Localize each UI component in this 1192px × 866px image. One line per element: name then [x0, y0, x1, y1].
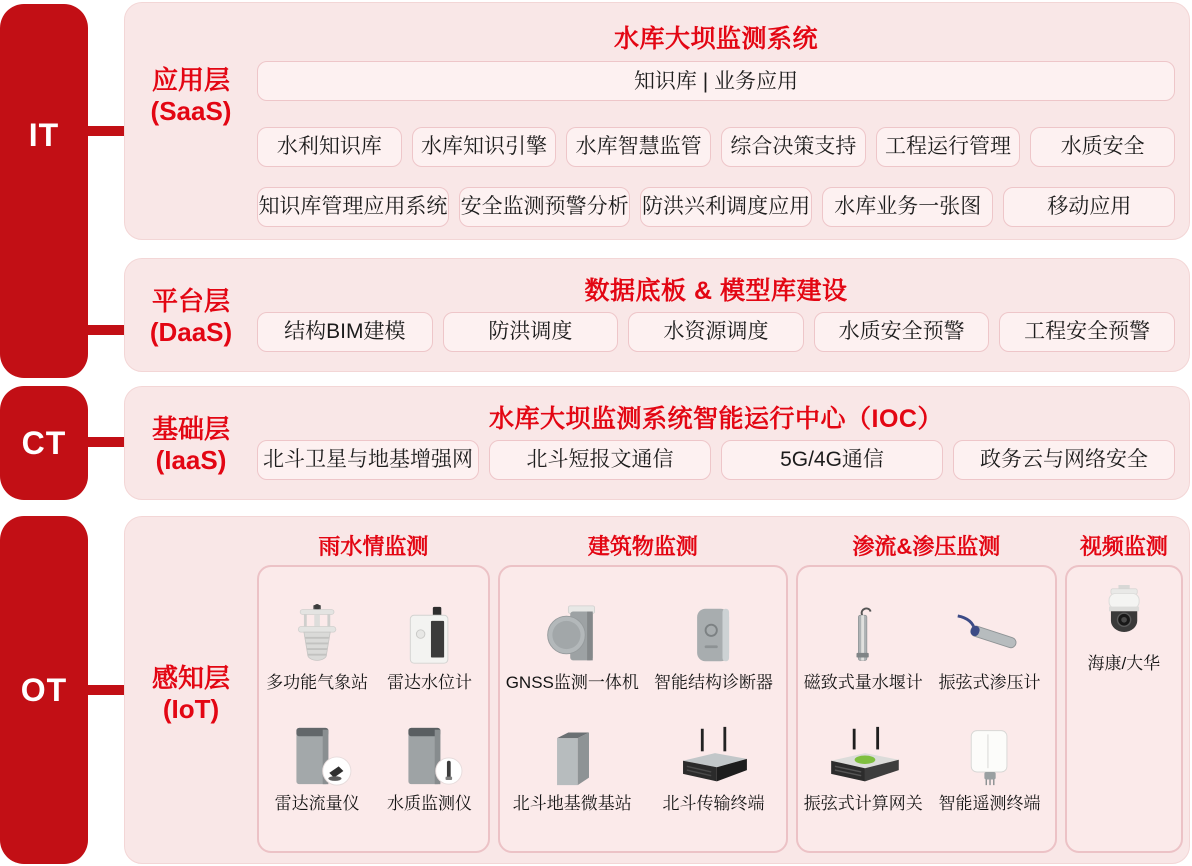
device-row	[502, 604, 784, 693]
layer-label-saas-line1: 应用层	[151, 65, 230, 95]
device-label: 雷达水位计	[387, 673, 473, 693]
device-cell	[800, 604, 926, 693]
weather-station-icon	[261, 604, 373, 666]
platform-chip-bim-modeling: 结构BIM建模	[257, 312, 433, 352]
beidou-terminal-icon	[643, 725, 784, 787]
platform-chip-project-safety-warning: 工程安全预警	[999, 312, 1175, 352]
radar-level-icon	[373, 604, 485, 666]
platform-chip-water-quality-warning: 水质安全预警	[814, 312, 990, 352]
application-row-1	[257, 127, 1175, 167]
device-cell	[502, 604, 643, 693]
device-row	[1069, 585, 1179, 674]
beidou-base-station-icon	[502, 725, 643, 787]
panel-platform-layer	[124, 258, 1190, 372]
layer-label-iaas	[125, 414, 257, 476]
platform-chip-water-resource-dispatch: 水资源调度	[628, 312, 804, 352]
device-cell	[643, 604, 784, 693]
layer-label-saas-line2: (SaaS)	[150, 96, 232, 126]
device-label: GNSS监测一体机	[505, 673, 639, 693]
connector-it-daas	[84, 325, 126, 335]
group-structure-panel	[498, 565, 788, 853]
device-label: 多功能气象站	[266, 673, 369, 693]
connector-ot-iot	[84, 685, 126, 695]
weir-gauge-icon	[800, 604, 926, 666]
device-row	[502, 725, 784, 814]
app-chip-decision-support: 综合决策支持	[721, 127, 866, 167]
device-cell	[1069, 585, 1179, 674]
group-rain-water-monitoring	[257, 529, 490, 853]
layer-label-daas	[125, 286, 257, 348]
device-cell	[800, 725, 926, 814]
infra-chip-beidou-augmentation-network: 北斗卫星与地基增强网	[257, 440, 479, 480]
device-label: 智能遥测终端	[938, 793, 1041, 813]
group-rain-water-panel	[257, 565, 490, 853]
rail-ot-label: OT	[20, 672, 68, 708]
gnss-monitor-icon	[502, 604, 643, 666]
app-chip-one-map: 水库业务一张图	[822, 187, 994, 227]
device-label: 振弦式渗压计	[938, 673, 1041, 693]
connector-ct-iaas	[84, 437, 126, 447]
device-label: 水质监测仪	[387, 793, 473, 813]
app-chip-kb-management-system: 知识库管理应用系统	[257, 187, 449, 227]
group-structure-monitoring	[498, 529, 788, 853]
water-quality-icon	[373, 725, 485, 787]
platform-panel-title: 数据底板 & 模型库建设	[584, 277, 848, 305]
structure-diagnosis-icon	[643, 604, 784, 666]
app-chip-smart-supervision: 水库智慧监管	[566, 127, 711, 167]
device-cell	[643, 725, 784, 814]
layer-label-saas	[125, 65, 257, 127]
device-cell	[926, 725, 1052, 814]
group-seepage-title: 渗流&渗压监测	[852, 534, 1001, 559]
panel-application-layer	[124, 2, 1190, 240]
device-row	[800, 725, 1053, 814]
group-seepage-panel	[796, 565, 1057, 853]
rail-ot-block	[0, 516, 88, 864]
computing-gateway-icon	[800, 725, 926, 787]
panel-infrastructure-layer	[124, 386, 1190, 500]
app-chip-flood-dispatch-app: 防洪兴利调度应用	[640, 187, 812, 227]
group-video-panel	[1065, 565, 1183, 853]
device-label: 雷达流量仪	[274, 793, 360, 813]
app-chip-project-operation: 工程运行管理	[876, 127, 1021, 167]
platform-row	[257, 312, 1175, 352]
device-label: 振弦式计算网关	[803, 793, 923, 813]
layer-label-iot-line1: 感知层	[151, 663, 230, 693]
infrastructure-panel-title: 水库大坝监测系统智能运行中心（IOC）	[489, 405, 943, 433]
app-chip-water-knowledge-base: 水利知识库	[257, 127, 402, 167]
layer-label-iot	[125, 663, 257, 725]
app-chip-knowledge-engine: 水库知识引擎	[412, 127, 557, 167]
app-chip-mobile-app: 移动应用	[1003, 187, 1175, 227]
sensing-groups	[257, 529, 1183, 853]
app-chip-safety-warning-analysis: 安全监测预警分析	[459, 187, 631, 227]
group-structure-title: 建筑物监测	[587, 534, 698, 559]
layer-label-iaas-line2: (IaaS)	[155, 445, 227, 475]
rail-it-block	[0, 4, 88, 378]
group-seepage-monitoring	[796, 529, 1057, 853]
device-cell	[926, 604, 1052, 693]
group-video-monitoring	[1065, 529, 1183, 853]
piezometer-icon	[926, 604, 1052, 666]
ptz-camera-icon	[1069, 585, 1179, 647]
infra-chip-beidou-short-message: 北斗短报文通信	[489, 440, 711, 480]
device-label: 海康/大华	[1087, 654, 1161, 673]
device-row	[800, 604, 1053, 693]
knowledge-business-banner: 知识库 | 业务应用	[257, 61, 1175, 101]
application-panel-title: 水库大坝监测系统	[613, 25, 818, 53]
group-rain-water-title: 雨水情监测	[318, 534, 429, 559]
infra-chip-5g-4g: 5G/4G通信	[721, 440, 943, 480]
layer-label-daas-line1: 平台层	[151, 286, 230, 316]
platform-chip-flood-dispatch: 防洪调度	[443, 312, 619, 352]
infra-chip-gov-cloud-security: 政务云与网络安全	[953, 440, 1175, 480]
layer-label-daas-line2: (DaaS)	[149, 317, 233, 347]
rail-ct-label: CT	[21, 425, 67, 461]
infrastructure-row	[257, 440, 1175, 480]
device-label: 北斗地基微基站	[512, 793, 632, 813]
device-cell	[502, 725, 643, 814]
device-label: 智能结构诊断器	[654, 673, 773, 693]
device-row	[261, 725, 486, 814]
device-label: 磁致式量水堰计	[803, 673, 923, 693]
layer-label-iot-line2: (IoT)	[162, 694, 220, 724]
device-cell	[261, 725, 373, 814]
device-label: 北斗传输终端	[662, 793, 765, 813]
panel-sensing-layer	[124, 516, 1190, 864]
group-video-title: 视频监测	[1079, 534, 1168, 559]
connector-it-saas	[84, 126, 126, 136]
application-row-2	[257, 187, 1175, 227]
device-cell	[261, 604, 373, 693]
rail-ct-block	[0, 386, 88, 500]
radar-flow-icon	[261, 725, 373, 787]
device-row	[261, 604, 486, 693]
device-cell	[373, 604, 485, 693]
app-chip-water-quality-safety: 水质安全	[1030, 127, 1175, 167]
rail-it-label: IT	[28, 117, 60, 153]
device-cell	[373, 725, 485, 814]
telemetry-terminal-icon	[926, 725, 1052, 787]
layer-label-iaas-line1: 基础层	[151, 414, 230, 444]
